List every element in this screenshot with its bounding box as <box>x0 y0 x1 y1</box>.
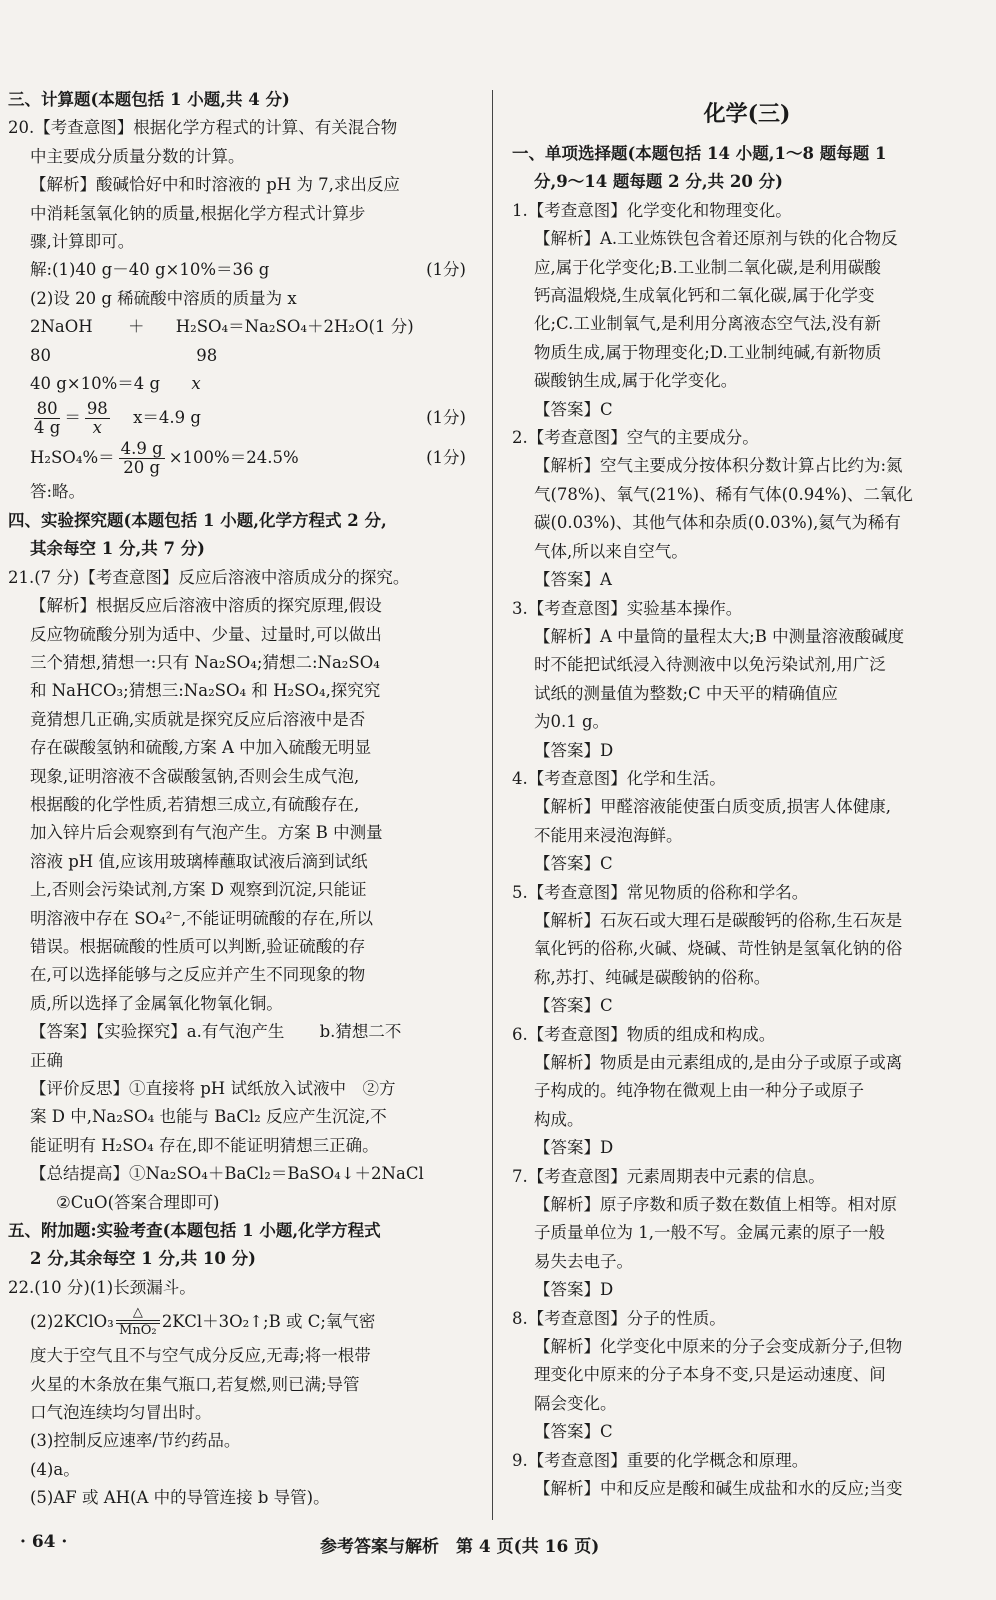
question-line: 3.【考查意图】实验基本操作。 <box>512 598 743 618</box>
numerator: 98 <box>86 398 108 418</box>
text-line: 【解析】中和反应是酸和碱生成盐和水的反应;当变 <box>534 1479 903 1499</box>
text-line: 【解析】空气主要成分按体积分数计算占比约为:氮 <box>534 456 903 476</box>
text-line: 物质生成,属于物理变化;D.工业制纯碱,有新物质 <box>534 342 882 362</box>
text-line: 应,属于化学变化;B.工业制二氧化碳,是利用碳酸 <box>534 257 881 277</box>
proportion-line <box>8 398 476 438</box>
text-line: 【解析】甲醛溶液能使蛋白质变质,损害人体健康, <box>534 797 891 817</box>
text-line: 易失去电子。 <box>534 1251 633 1271</box>
text-line: (2)设 20 g 稀硫酸中溶质的质量为 x <box>30 288 297 308</box>
section-heading: 五、附加题:实验考查(本题包括 1 小题,化学方程式 <box>8 1221 381 1241</box>
text-line: 气体,所以来自空气。 <box>534 541 688 561</box>
reactant: 2NaOH <box>30 317 93 337</box>
calc-line <box>8 256 476 284</box>
question-line: 6.【考查意图】物质的组成和构成。 <box>512 1024 776 1044</box>
question-line: 9.【考查意图】重要的化学概念和原理。 <box>512 1450 809 1470</box>
text-line: 【解析】原子序数和质子数在数值上相等。相对原 <box>534 1195 897 1215</box>
reactant: (2)2KClO₃ <box>30 1312 114 1332</box>
text-line: 溶液 pH 值,应该用玻璃棒蘸取试液后滴到试纸 <box>30 851 368 871</box>
text-line: 为0.1 g。 <box>534 712 610 732</box>
question-line: 8.【考查意图】分子的性质。 <box>512 1308 726 1328</box>
answer-line: 【答案】D <box>534 1138 614 1158</box>
equation-line <box>8 313 476 341</box>
percentage-line <box>8 438 476 478</box>
text-line: 三个猜想,猜想一:只有 Na₂SO₄;猜想二:Na₂SO₄ <box>30 652 380 672</box>
text-line: 加入锌片后会观察到有气泡产生。方案 B 中测量 <box>30 823 383 843</box>
reaction-line <box>8 1302 476 1342</box>
section-heading: 三、计算题(本题包括 1 小题,共 4 分) <box>8 90 290 109</box>
text-line: 【总结提高】①Na₂SO₄＋BaCl₂＝BaSO₄↓＋2NaCl <box>30 1164 424 1184</box>
text-line: 上,否则会污染试剂,方案 D 观察到沉淀,只能证 <box>30 880 367 900</box>
fraction <box>85 400 110 437</box>
text-line: 试纸的测量值为整数;C 中天平的精确值应 <box>534 683 838 703</box>
text-line: 子构成的。纯净物在微观上由一种分子或原子 <box>534 1081 864 1101</box>
text-line: 骤,计算即可。 <box>30 232 135 252</box>
text-line: 氧化钙的俗称,火碱、烧碱、苛性钠是氢氧化钠的俗 <box>534 939 903 959</box>
text-line: 中消耗氢氧化钠的质量,根据化学方程式计算步 <box>30 203 366 223</box>
text-line: 子质量单位为 1,一般不写。金属元素的原子一般 <box>534 1223 885 1243</box>
text-line: 在,可以选择能够与之反应并产生不同现象的物 <box>30 965 366 985</box>
text-line: 【解析】酸碱恰好中和时溶液的 pH 为 7,求出反应 <box>30 175 400 195</box>
text-line: 错误。根据硫酸的性质可以判断,验证硫酸的存 <box>30 936 366 956</box>
score-label: (1分) <box>426 260 466 280</box>
question-line: 21.(7 分)【考查意图】反应后溶液中溶质成分的探究。 <box>8 567 410 587</box>
reaction-arrow <box>116 1306 160 1338</box>
question-line: 5.【考查意图】常见物质的俗称和学名。 <box>512 882 809 902</box>
denominator: 4 g <box>34 417 61 437</box>
text-line: 现象,证明溶液不含碳酸氢钠,否则会生成气泡, <box>30 766 360 786</box>
text-line: 反应物硫酸分别为适中、少量、过量时,可以做出 <box>30 624 382 644</box>
section-heading-cont: 分,9～14 题每题 2 分,共 20 分) <box>534 172 783 192</box>
left-column <box>8 86 476 1513</box>
answer-text: 【答案】【实验探究】a.有气泡产生 <box>30 1022 285 1042</box>
text-line: 【评价反思】①直接将 pH 试纸放入试液中 ②方 <box>30 1079 396 1098</box>
text-line: 【解析】石灰石或大理石是碳酸钙的俗称,生石灰是 <box>534 910 903 930</box>
answer-text: b.猜想二不 <box>319 1022 402 1042</box>
text-line: 【解析】物质是由元素组成的,是由分子或原子或离 <box>534 1053 903 1072</box>
text-line: (3)控制反应速率/节约药品。 <box>30 1431 241 1451</box>
question-line: 2.【考查意图】空气的主要成分。 <box>512 428 759 448</box>
footer-title: 参考答案与解析 第 4 页(共 16 页) <box>320 1537 600 1557</box>
text-line: 【解析】A 中量筒的量程太大;B 中测量溶液酸碱度 <box>534 626 905 646</box>
answer-line: 【答案】C <box>534 996 613 1016</box>
text-line: 火星的木条放在集气瓶口,若复燃,则已满;导管 <box>30 1374 360 1394</box>
text-line: 能证明有 H₂SO₄ 存在,即不能证明猜想三正确。 <box>30 1135 379 1155</box>
text-line: (5)AF 或 AH(A 中的导管连接 b 导管)。 <box>30 1488 330 1508</box>
text-line: 度大于空气且不与空气成分反应,无毒;将一根带 <box>30 1346 371 1366</box>
text-line: 气(78%)、氧气(21%)、稀有气体(0.94%)、二氧化 <box>534 484 913 504</box>
numerator: 4.9 g <box>120 438 163 458</box>
heat-symbol: △ <box>132 1305 143 1321</box>
question-line: 7.【考查意图】元素周期表中元素的信息。 <box>512 1166 825 1186</box>
text-line: 案 D 中,Na₂SO₄ 也能与 BaCl₂ 反应产生沉淀,不 <box>30 1107 387 1127</box>
mass-line <box>8 342 476 370</box>
answer-line: 【答案】D <box>534 1280 614 1300</box>
section-heading-cont: 2 分,其余每空 1 分,共 10 分) <box>30 1249 256 1269</box>
variable: x <box>191 374 201 394</box>
calc-text: 解:(1)40 g－40 g×10%＝36 g <box>30 260 270 280</box>
text-line: 化;C.工业制氧气,是利用分离液态空气法,没有新 <box>534 314 881 334</box>
text-line: 存在碳酸氢钠和硫酸,方案 A 中加入硫酸无明显 <box>30 738 372 758</box>
answer-line: 【答案】C <box>534 854 613 874</box>
text-line: 不能用来浸泡海鲜。 <box>534 825 683 845</box>
answer-line: 【答案】C <box>534 1422 613 1442</box>
answer-line: 【答案】A <box>534 570 612 590</box>
answer-line: 【答案】D <box>534 740 614 760</box>
section-heading: 一、单项选择题(本题包括 14 小题,1～8 题每题 1 <box>512 144 887 163</box>
product-text: 2KCl＋3O₂↑;B 或 C;氧气密 <box>161 1312 376 1332</box>
mass-value: 80 <box>30 345 51 365</box>
text-line: 构成。 <box>534 1109 584 1129</box>
text-line: ②CuO(答案合理即可) <box>56 1192 220 1212</box>
text-line: 称,苏打、纯碱是碳酸钠的俗称。 <box>534 967 771 987</box>
calc-text: H₂SO₄%＝ <box>30 447 115 467</box>
question-line: 22.(10 分)(1)长颈漏斗。 <box>8 1277 196 1297</box>
right-column <box>512 86 982 1504</box>
text-line: 根据酸的化学性质,若猜想三成立,有硫酸存在, <box>30 794 360 814</box>
text-line: 【解析】根据反应后溶液中溶质的探究原理,假设 <box>30 596 382 616</box>
catalyst: MnO₂ <box>119 1323 157 1339</box>
text-line: 正确 <box>30 1050 63 1070</box>
question-line: 4.【考查意图】化学和生活。 <box>512 768 726 788</box>
mass-value: 40 g×10%＝4 g <box>30 374 161 394</box>
text-line: 时不能把试纸浸入待测液中以免污染试剂,用广泛 <box>534 655 886 675</box>
text-line: (4)a。 <box>30 1459 80 1479</box>
fraction <box>119 440 165 477</box>
calc-text: ×100%＝24.5% <box>168 447 299 467</box>
text-line: 和 NaHCO₃;猜想三:Na₂SO₄ 和 H₂SO₄,探究究 <box>30 681 381 701</box>
question-line: 20.【考查意图】根据化学方程式的计算、有关混合物 <box>8 118 398 138</box>
mass-line <box>8 370 476 398</box>
page-number: · 64 · <box>20 1532 68 1552</box>
score-label: (1分) <box>426 408 466 428</box>
equation-rest: H₂SO₄＝Na₂SO₄＋2H₂O(1 分) <box>175 317 414 337</box>
column-divider <box>492 90 493 1520</box>
text-line: 隔会变化。 <box>534 1393 617 1413</box>
text-line: 【解析】化学变化中原来的分子会变成新分子,但物 <box>534 1337 903 1357</box>
result: x＝4.9 g <box>133 407 201 427</box>
page-footer <box>10 1528 970 1560</box>
text-line: 碳酸钠生成,属于化学变化。 <box>534 371 738 391</box>
question-line: 1.【考查意图】化学变化和物理变化。 <box>512 200 792 220</box>
text-line: 明溶液中存在 SO₄²⁻,不能证明硫酸的存在,所以 <box>30 908 374 928</box>
denominator: x <box>92 417 102 437</box>
text-line: 理变化中原来的分子本身不变,只是运动速度、间 <box>534 1365 886 1385</box>
numerator: 80 <box>34 400 60 419</box>
answer-line: 【答案】C <box>534 399 613 419</box>
section-title: 化学(三) <box>703 101 791 127</box>
text-line: 竟猜想几正确,实质就是探究反应后溶液中是否 <box>30 709 366 729</box>
text-line: 答:略。 <box>30 482 86 502</box>
text-line: 【解析】A.工业炼铁包含着还原剂与铁的化合物反 <box>534 229 898 249</box>
score-label: (1分) <box>426 448 466 468</box>
section-heading: 四、实验探究题(本题包括 1 小题,化学方程式 2 分, <box>8 510 387 530</box>
text-line: 口气泡连续均匀冒出时。 <box>30 1403 212 1423</box>
mass-value: 98 <box>196 345 218 365</box>
text-line: 钙高温煅烧,生成氧化钙和二氧化碳,属于化学变 <box>534 286 875 306</box>
denominator: 20 g <box>123 457 161 477</box>
equals: ＝ <box>64 407 81 427</box>
text-line: 中主要成分质量分数的计算。 <box>30 146 245 166</box>
section-heading-cont: 其余每空 1 分,共 7 分) <box>30 539 205 559</box>
text-line: 质,所以选择了金属氧化物氧化铜。 <box>30 993 283 1013</box>
text-line: 碳(0.03%)、其他气体和杂质(0.03%),氦气为稀有 <box>534 513 901 533</box>
fraction <box>34 400 60 437</box>
answer-line <box>8 1018 476 1046</box>
plus-sign: ＋ <box>127 317 145 337</box>
